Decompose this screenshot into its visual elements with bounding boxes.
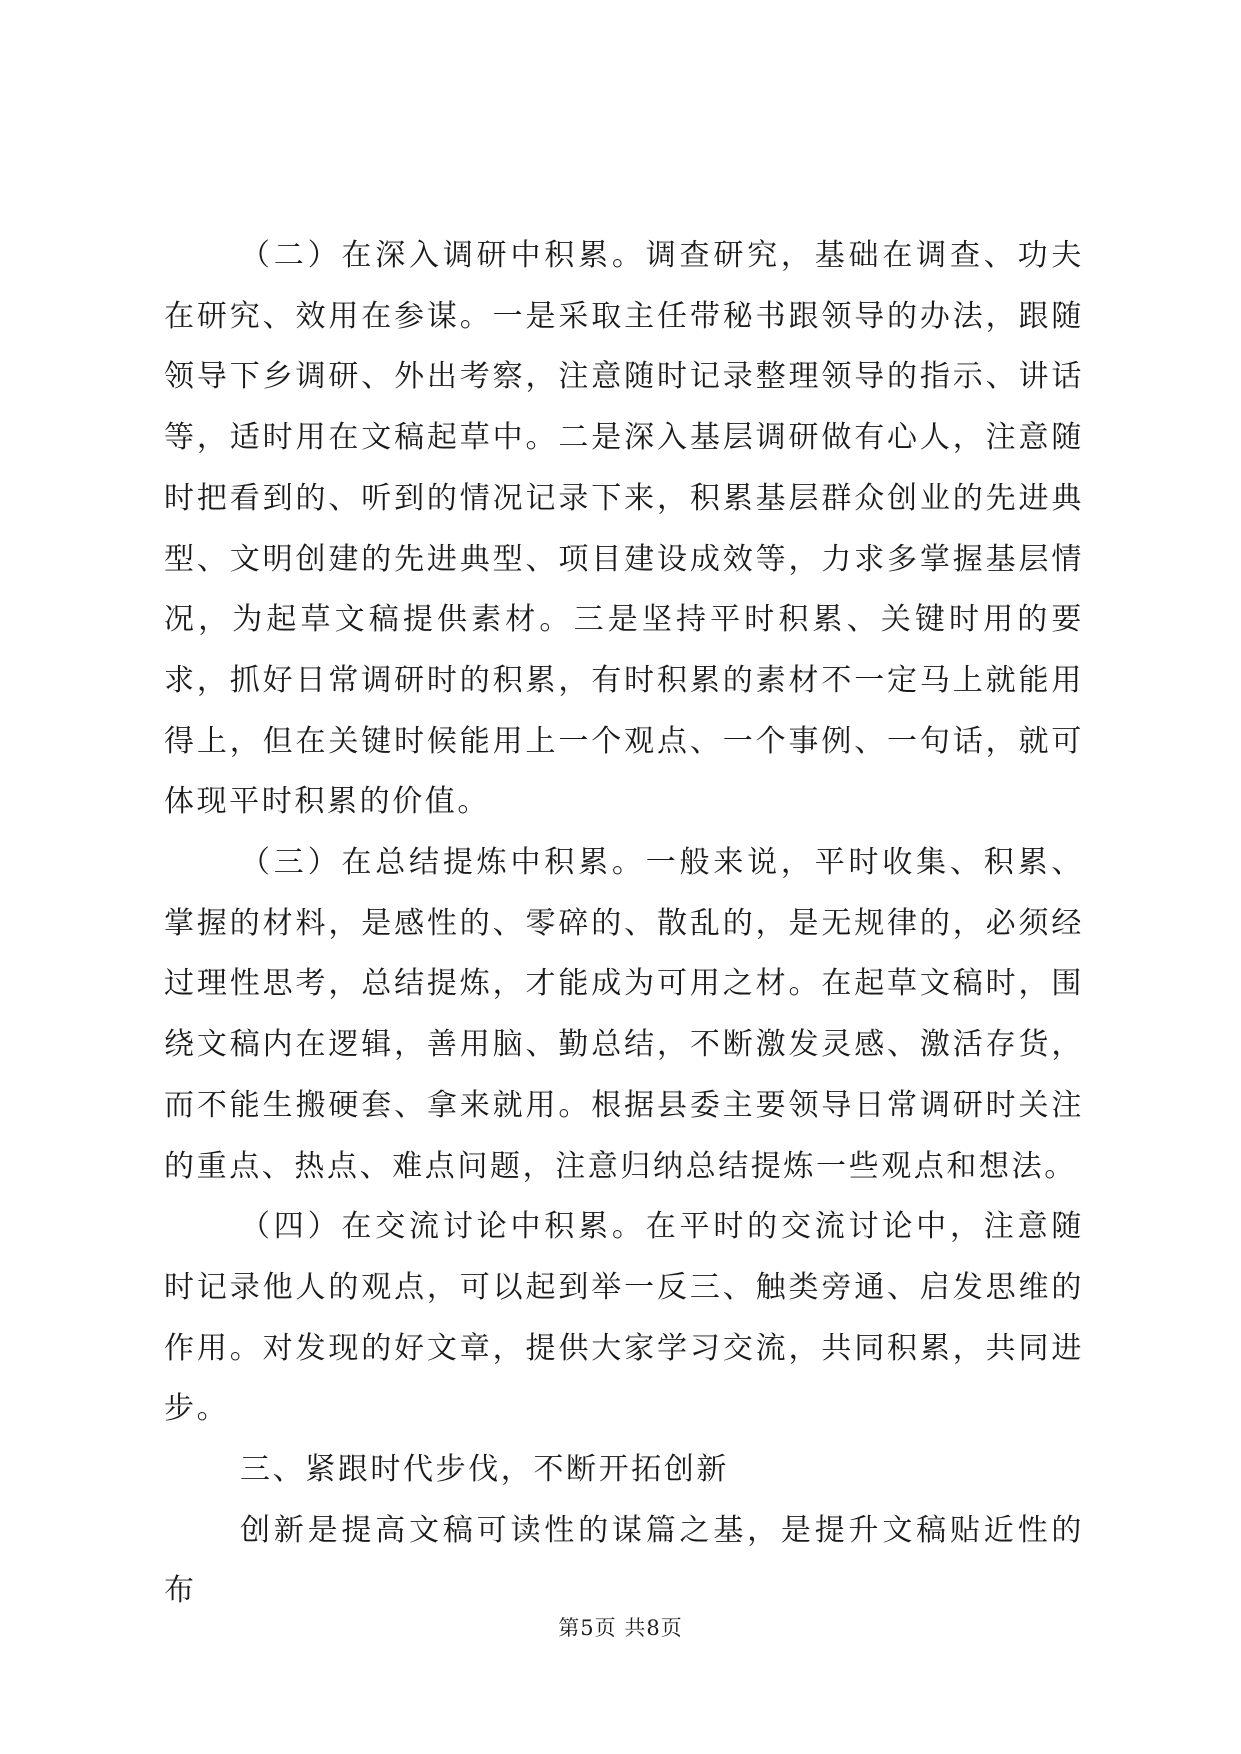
paragraph-research: （二）在深入调研中积累。调查研究，基础在调查、功夫在研究、效用在参谋。一是采取主任带秘书跟领导的办法，跟随领导下乡调研、外出考察，注意随时记录整理领导的指示、讲话等，适时用在文稿起草中。二是深入基层调研做有心人，注意随时把看到的、听到的情况记录下来，积累基层群众创业的先进典型、文明创建的先进典型、项目建设成效等，力求多掌握基层情况，为起草文稿提供素材。三是坚持平时积累、关键时用的要求，抓好日常调研时的积累，有时积累的素材不一定马上就能用得上，但在关键时候能用上一个观点、一个事例、一句话，就可体现平时积累的价值。 — [164, 238, 1084, 820]
paragraph-summary: （三）在总结提炼中积累。一般来说，平时收集、积累、掌握的材料，是感性的、零碎的、散乱的，是无规律的，必须经过理性思考，总结提炼，才能成为可用之材。在起草文稿时，围绕文稿内在逻辑，善用脑、勤总结，不断激发灵感、激活存货，而不能生搬硬套、拿来就用。根据县委主要领导日常调研时关注的重点、热点、难点问题，注意归纳总结提炼一些观点和想法。 — [164, 845, 1084, 1184]
section-heading: 三、紧跟时代步伐，不断开拓创新 — [240, 1452, 729, 1488]
page-number-footer: 第5页 共8页 — [558, 1616, 683, 1640]
document-body — [164, 226, 1084, 1622]
paragraph-discussion: （四）在交流讨论中积累。在平时的交流讨论中，注意随时记录他人的观点，可以起到举一反三、触类旁通、启发思维的作用。对发现的好文章，提供大家学习交流，共同积累，共同进步。 — [164, 1209, 1084, 1427]
paragraph-innovation: 创新是提高文稿可读性的谋篇之基，是提升文稿贴近性的布 — [164, 1512, 1084, 1609]
